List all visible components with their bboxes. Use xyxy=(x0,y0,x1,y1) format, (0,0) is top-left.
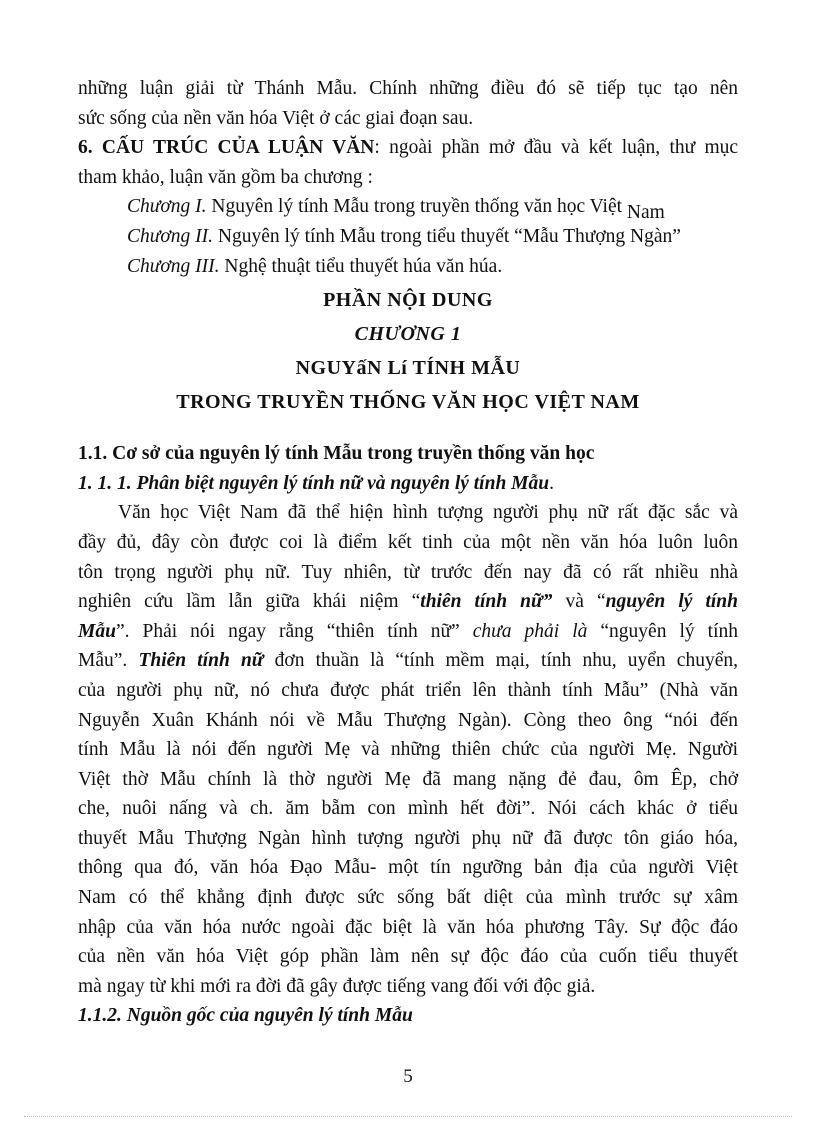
body-line-10: Việt thờ Mẫu chính là thờ người Mẹ đã mang nặng đẻ đau, ôm Êp, chở xyxy=(78,768,738,790)
body-line-8: Nguyễn Xuân Khánh nói về Mẫu Thượng Ngàn). Còng theo ông “nói đến xyxy=(78,709,738,731)
chapter-title-line-2: TRONG TRUYỀN THỐNG VĂN HỌC VIỆT NAM xyxy=(176,391,640,414)
structure-label: 6. CẤU TRÚC CỦA LUẬN VĂN xyxy=(78,137,375,159)
section-1-1-1-title: 1. 1. 1. Phân biệt nguyên lý tính nữ và nguyên lý tính Mẫu xyxy=(78,472,550,494)
body-line-2: đầy đủ, đây còn được coi là điểm kết tinh của một nền văn hóa luôn luôn xyxy=(78,531,738,553)
body-line-12: thuyết Mẫu Thượng Ngàn hình tượng người phụ nữ đã được tôn giáo hóa, xyxy=(78,827,738,849)
term-thien-tinh-nu-2: Thiên tính nữ xyxy=(138,650,264,672)
section-1-1-2-heading: 1.1.2. Nguồn gốc của nguyên lý tính Mẫu xyxy=(78,1005,413,1027)
body-line-5-d: “nguyên lý tính xyxy=(587,620,738,642)
body-line-15: nhập của văn hóa nước ngoài đặc biệt là văn hóa phương Tây. Sự độc đáo xyxy=(78,916,738,938)
page-number: 5 xyxy=(403,1066,413,1087)
chapter-2-name: Chương II. xyxy=(127,225,214,247)
body-line-17: mà ngay từ khi mới ra đời đã gây được tiếng vang đối với độc giả. xyxy=(78,975,596,997)
body-line-1: Văn học Việt Nam đã thể hiện hình tượng người phụ nữ rất đặc sắc và xyxy=(118,502,738,524)
body-line-5-b: ”. Phải nói ngay rằng “thiên tính nữ” xyxy=(115,620,473,642)
body-line-6 xyxy=(78,646,738,676)
term-thien-tinh-nu: thiên tính nữ” xyxy=(420,591,553,613)
chapter-item-1 xyxy=(78,192,738,222)
body-line-3: tôn trọng người phụ nữ. Tuy nhiên, từ trước đến nay đã có rất nhiều nhà xyxy=(78,561,738,583)
body-line-7: của người phụ nữ, nó chưa được phát triển lên thành tính Mẫu” (Nhà văn xyxy=(78,679,738,701)
section-1-1-1-period: . xyxy=(549,472,554,494)
chapter-title-line-1: NGUYấN Lí TÍNH MẪU xyxy=(295,357,521,380)
chapter-item-3 xyxy=(78,252,738,282)
body-line-6-a: Mẫu”. xyxy=(78,650,139,672)
body-line-6-c: đơn thuần là “tính mềm mại, tính nhu, uyển chuyển, xyxy=(263,650,738,672)
body-line-4-a: nghiên cứu lầm lẫn giữa khái niệm “ xyxy=(78,591,421,613)
term-chua-phai-la: chưa phải là xyxy=(472,620,588,642)
body-line-14: Nam có thể khẳng định được sức sống bất diệt của mình trước sự xâm xyxy=(78,887,738,909)
term-nguyen-ly-tinh: nguyên lý tính xyxy=(605,591,738,613)
section-1-1-1-heading xyxy=(78,469,738,499)
spacer xyxy=(78,419,738,439)
chapter-2-title: Nguyên lý tính Mẫu trong tiểu thuyết “Mẫu Thượng Ngàn” xyxy=(213,225,681,247)
chapter-1-title: Nguyên lý tính Mẫu trong truyền thống văn học Việt xyxy=(206,196,627,218)
body-line-4-c: và “ xyxy=(552,591,606,613)
document-page xyxy=(78,74,738,1031)
part-heading: PHẦN NỘI DUNG xyxy=(323,289,493,312)
body-line-16: của nền văn hóa Việt góp phần làm nên sự độc đáo của cuốn tiểu thuyết xyxy=(78,946,738,968)
section-1-1-heading: 1.1. Cơ sở của nguyên lý tính Mẫu trong truyền thống văn học xyxy=(78,443,595,465)
page-bottom-rule xyxy=(24,1116,792,1117)
intro-line-2: sức sống của nền văn hóa Việt ở các giai đoạn sau. xyxy=(78,107,474,129)
body-line-11: che, nuôi nấng và ch. ăm bẵm con mình hết đời”. Nói cách khác ở tiểu xyxy=(78,798,738,820)
structure-line-2: tham khảo, luận văn gồm ba chương : xyxy=(78,166,373,188)
body-line-13: thông qua đó, văn hóa Đạo Mẫu- một tín ngưỡng bản địa của người Việt xyxy=(78,857,738,879)
body-line-5 xyxy=(78,617,738,647)
intro-line-1: những luận giải từ Thánh Mẫu. Chính những điều đó sẽ tiếp tục tạo nên xyxy=(78,78,738,99)
structure-text-1: : ngoài phần mở đầu và kết luận, thư mục xyxy=(374,137,739,159)
body-line-4 xyxy=(78,587,738,617)
chapter-1-name: Chương I. xyxy=(127,196,207,218)
body-line-9: tính Mẫu là nói đến người Mẹ và những thiên chức của người Mẹ. Người xyxy=(78,739,738,761)
chapter-heading: CHƯƠNG 1 xyxy=(354,323,462,346)
chapter-item-2 xyxy=(78,222,738,252)
term-mau: Mẫu xyxy=(78,620,116,642)
structure-line-1 xyxy=(78,133,738,163)
chapter-1-tail: Nam xyxy=(626,202,665,224)
chapter-3-title: Nghệ thuật tiểu thuyết húa văn húa. xyxy=(219,255,503,277)
chapter-3-name: Chương III. xyxy=(127,255,220,277)
